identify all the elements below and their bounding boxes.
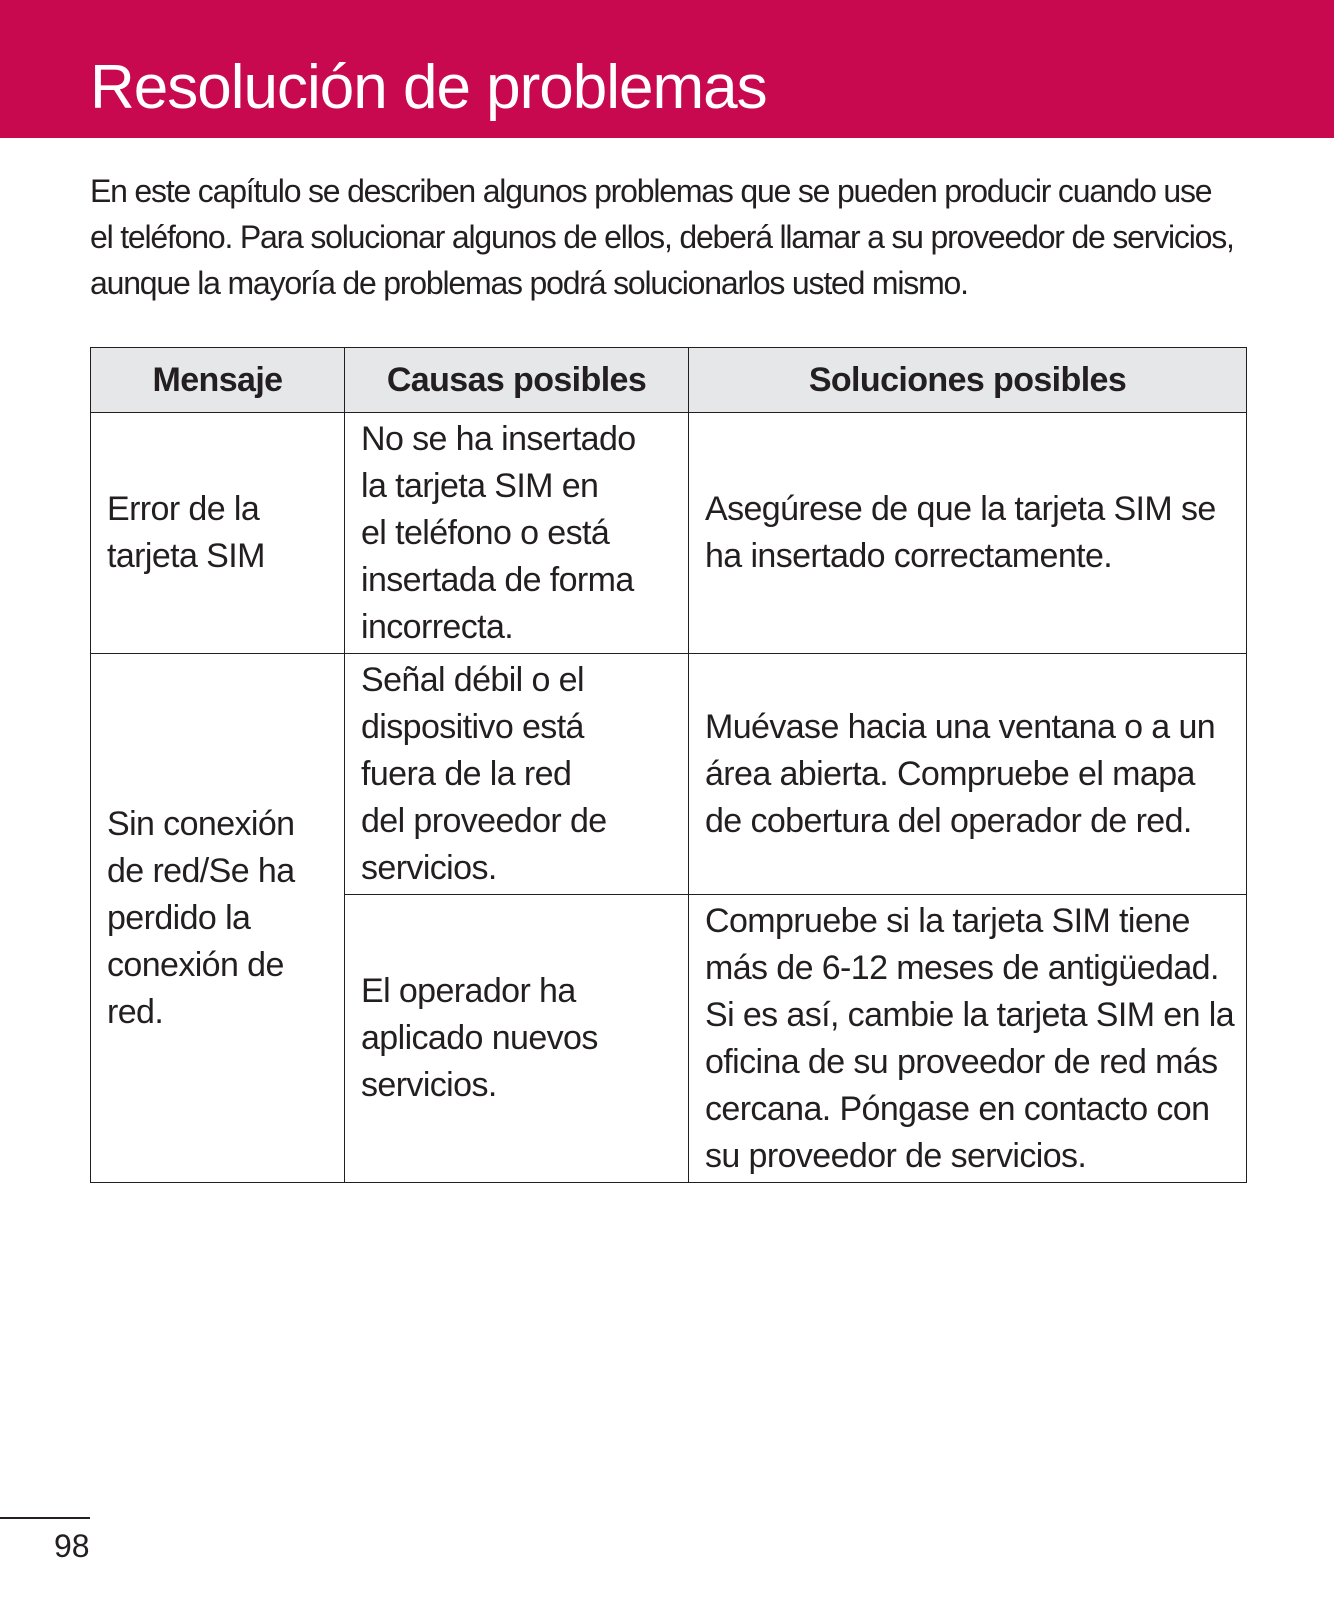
cell-line: servicios. [361,848,497,887]
cell-line: conexión de [107,945,284,984]
cell-line: fuera de la red [361,754,572,793]
cell-line: su proveedor de servicios. [705,1136,1087,1175]
cell-line: El operador ha [361,972,576,1010]
mensaje-cell [91,413,345,654]
cell-line: de red/Se ha [107,851,295,890]
cell-line: Compruebe si la tarjeta SIM tiene [705,901,1190,940]
cell-line: área abierta. Compruebe el mapa [705,754,1195,793]
cell-line: Error de la [107,490,260,528]
cell-line: el teléfono o está [361,513,610,552]
cell-line: del proveedor de [361,801,607,840]
cell-line: perdido la [107,898,251,937]
cell-line: red. [107,992,164,1031]
cell-line: No se ha insertado [361,419,636,458]
cell-line: la tarjeta SIM en [361,466,599,505]
cell-line: tarjeta SIM [107,537,265,575]
mensaje-cell [91,654,345,1183]
solucion-cell [689,654,1247,895]
intro-line: aunque la mayoría de problemas podrá solucionarlos usted mismo. [90,265,968,301]
page-title: Resolución de problemas [90,53,767,122]
table-header-row [91,348,1247,413]
solucion-cell [689,413,1247,654]
footer-rule [0,1517,90,1519]
cell-line: cercana. Póngase en contacto con [705,1089,1210,1128]
cell-line: oficina de su proveedor de red más [705,1042,1218,1081]
cell-line: más de 6-12 meses de antigüedad. [705,948,1219,987]
causa-cell [345,413,689,654]
cell-line: ha insertado correctamente. [705,537,1113,575]
cell-line: aplicado nuevos [361,1019,598,1057]
cell-line: Sin conexión [107,804,295,843]
page-number: 98 [54,1528,90,1564]
intro-paragraph [90,168,1250,306]
cell-line: servicios. [361,1066,497,1104]
column-header-mensaje: Mensaje [91,348,345,413]
troubleshooting-table [90,347,1247,1183]
cell-line: incorrecta. [361,607,514,646]
cell-line: de cobertura del operador de red. [705,801,1192,840]
cell-line: Asegúrese de que la tarjeta SIM se [705,490,1216,528]
intro-line: En este capítulo se describen algunos problemas que se pueden producir cuando use [90,173,1212,209]
column-header-causas: Causas posibles [345,348,689,413]
column-header-soluciones: Soluciones posibles [689,348,1247,413]
causa-cell [345,895,689,1183]
cell-line: Señal débil o el [361,660,584,699]
cell-line: Muévase hacia una ventana o a un [705,707,1216,746]
table-row [91,654,1247,895]
cell-line: insertada de forma [361,560,634,599]
table-row [91,413,1247,654]
solucion-cell [689,895,1247,1183]
cell-line: dispositivo está [361,707,584,746]
header-band [0,0,1334,138]
cell-line: Si es así, cambie la tarjeta SIM en la [705,995,1235,1034]
intro-line: el teléfono. Para solucionar algunos de ellos, deberá llamar a su proveedor de servicios, [90,219,1234,255]
causa-cell [345,654,689,895]
